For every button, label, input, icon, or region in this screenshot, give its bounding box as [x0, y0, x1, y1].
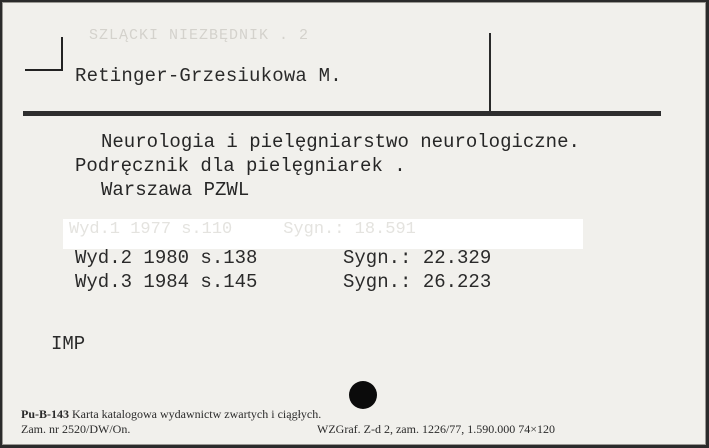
signature-2: Sygn.: 22.329 — [343, 247, 492, 269]
struck-edition-line: Wyd.1 1977 s.110 Sygn.: 18.591 — [69, 220, 416, 239]
author-name: Retinger-Grzesiukowa M. — [75, 65, 342, 87]
catalog-card — [2, 2, 706, 445]
publisher: Warszawa PZWL — [101, 179, 250, 201]
signature-3: Sygn.: 26.223 — [343, 271, 492, 293]
edition-2: Wyd.2 1980 s.138 — [75, 247, 258, 269]
imp-note: IMP — [51, 333, 86, 355]
title-line-2: Podręcznik dla pielęgniarek . — [75, 155, 406, 177]
vertical-rule — [489, 33, 491, 111]
title-line-1: Neurologia i pielęgniarstwo neurologiczne. — [101, 131, 580, 153]
corner-mark-horizontal — [25, 69, 63, 71]
footer-print: WZGraf. Z-d 2, zam. 1226/77, 1.590.000 74×120 — [317, 422, 556, 436]
footer-description: Karta katalogowa wydawnictw zwartych i ciągłych. — [72, 407, 322, 421]
edition-3: Wyd.3 1984 s.145 — [75, 271, 258, 293]
corner-mark-vertical — [61, 37, 63, 71]
punch-hole — [349, 381, 377, 409]
footer-line-1 — [21, 407, 321, 422]
footer-code: Pu-B-143 — [21, 407, 69, 421]
footer-order: Zam. nr 2520/DW/On. — [21, 422, 131, 436]
faded-header-text: SZLĄCKI NIEZBĘDNIK . 2 — [89, 27, 310, 44]
horizontal-rule — [23, 111, 661, 116]
